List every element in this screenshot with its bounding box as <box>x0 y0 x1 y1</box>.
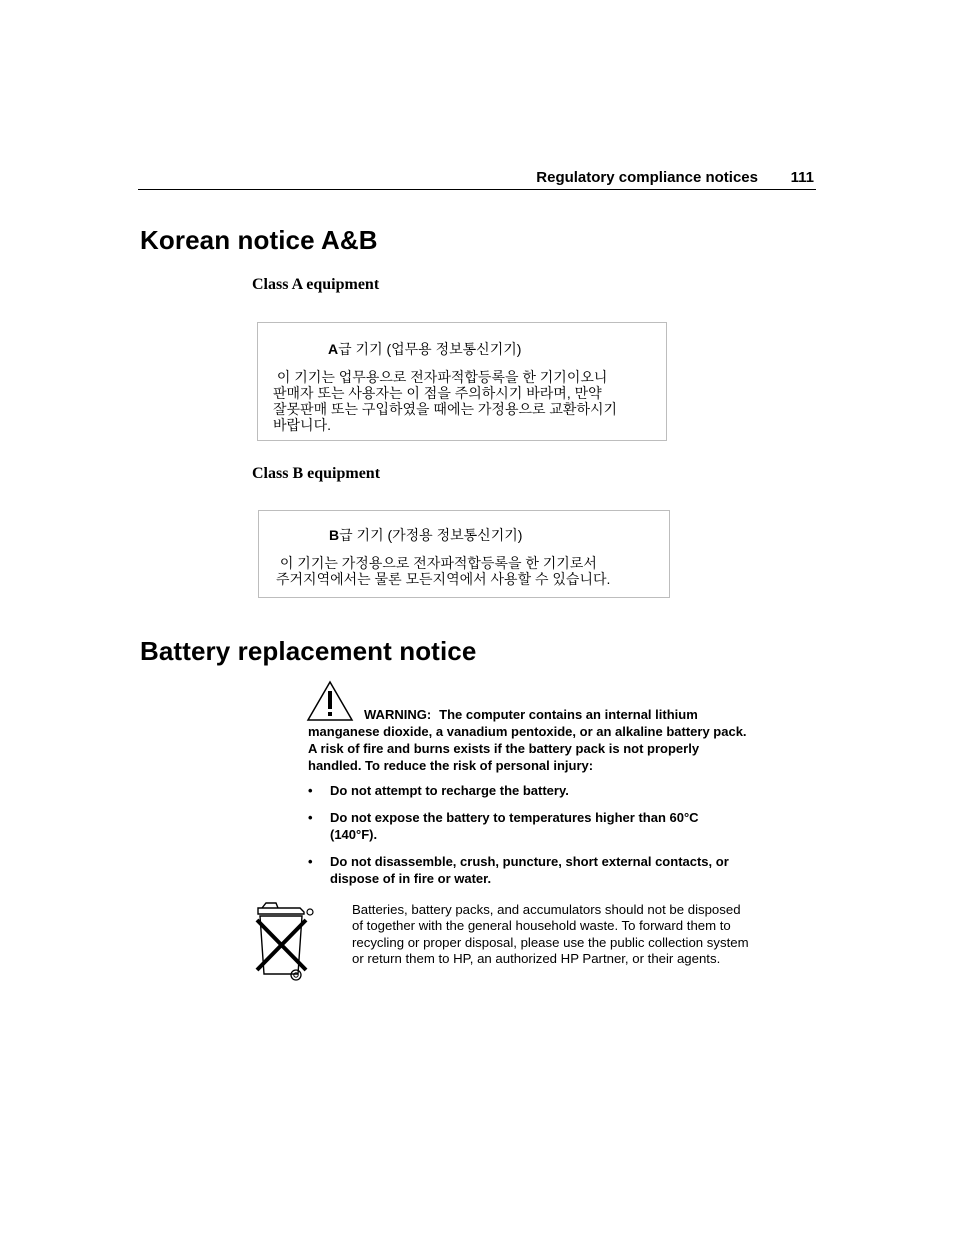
bullet-marker: • <box>308 783 313 798</box>
list-item <box>308 809 748 843</box>
class-a-label: Class A equipment <box>252 276 380 293</box>
class-b-letter: B <box>329 527 340 543</box>
class-a-box-body <box>273 369 617 433</box>
class-b-label: Class B equipment <box>252 465 381 482</box>
bullet-marker: • <box>308 854 313 869</box>
class-a-letter: A <box>328 341 339 357</box>
bullet-text: Do not expose the battery to temperatures higher than 60°C (140°F). <box>330 810 699 842</box>
section-title: Regulatory compliance notices <box>536 169 758 186</box>
crossed-out-wheelie-bin-icon <box>248 900 316 984</box>
class-b-box-body <box>276 555 610 587</box>
class-b-notice-box <box>258 510 670 598</box>
warning-label: WARNING: <box>364 707 432 722</box>
list-item <box>308 782 748 799</box>
class-a-line-2: 판매자 또는 사용자는 이 점을 주의하시기 바라며, 만약 <box>273 385 602 401</box>
bullet-text: Do not attempt to recharge the battery. <box>330 783 569 798</box>
warning-paragraph <box>308 706 748 774</box>
class-b-title-text: 급 기기 (가정용 정보통신기기) <box>339 527 523 543</box>
class-a-line-1: 이 기기는 업무용으로 전자파적합등록을 한 기기이오니 <box>273 369 608 385</box>
bullet-marker: • <box>308 810 313 825</box>
class-b-box-title <box>329 525 522 545</box>
class-a-line-3: 잘못판매 또는 구입하였을 때에는 가정용으로 교환하시기 <box>273 401 618 417</box>
battery-notice-heading: Battery replacement notice <box>140 636 477 666</box>
korean-notice-heading: Korean notice A&B <box>140 225 378 255</box>
battery-safety-list <box>308 782 748 897</box>
class-b-line-2: 주거지역에서는 물론 모든지역에서 사용할 수 있습니다. <box>276 571 611 587</box>
class-a-title-text: 급 기기 (업무용 정보통신기기) <box>338 341 522 357</box>
disposal-paragraph: Batteries, battery packs, and accumulators should not be disposed of together with the general household waste. To forward them to recycling or proper disposal, please use the public collection system or return them to HP, an authorized HP Partner, or their agents. <box>352 902 749 967</box>
class-a-notice-box <box>257 322 667 441</box>
running-header <box>138 168 816 190</box>
bullet-text: Do not disassemble, crush, puncture, short external contacts, or dispose of in fire or water. <box>330 854 729 886</box>
class-a-box-title <box>328 339 521 359</box>
warning-text: The computer contains an internal lithium manganese dioxide, a vanadium pentoxide, or an alkaline battery pack. A risk of fire and burns exists if the battery pack is not properly handled. To reduce the risk of personal injury: <box>308 707 747 773</box>
class-a-line-4: 바랍니다. <box>273 417 331 433</box>
class-b-line-1: 이 기기는 가정용으로 전자파적합등록을 한 기기로서 <box>276 555 597 571</box>
list-item <box>308 853 748 887</box>
page-number: 111 <box>790 169 814 186</box>
